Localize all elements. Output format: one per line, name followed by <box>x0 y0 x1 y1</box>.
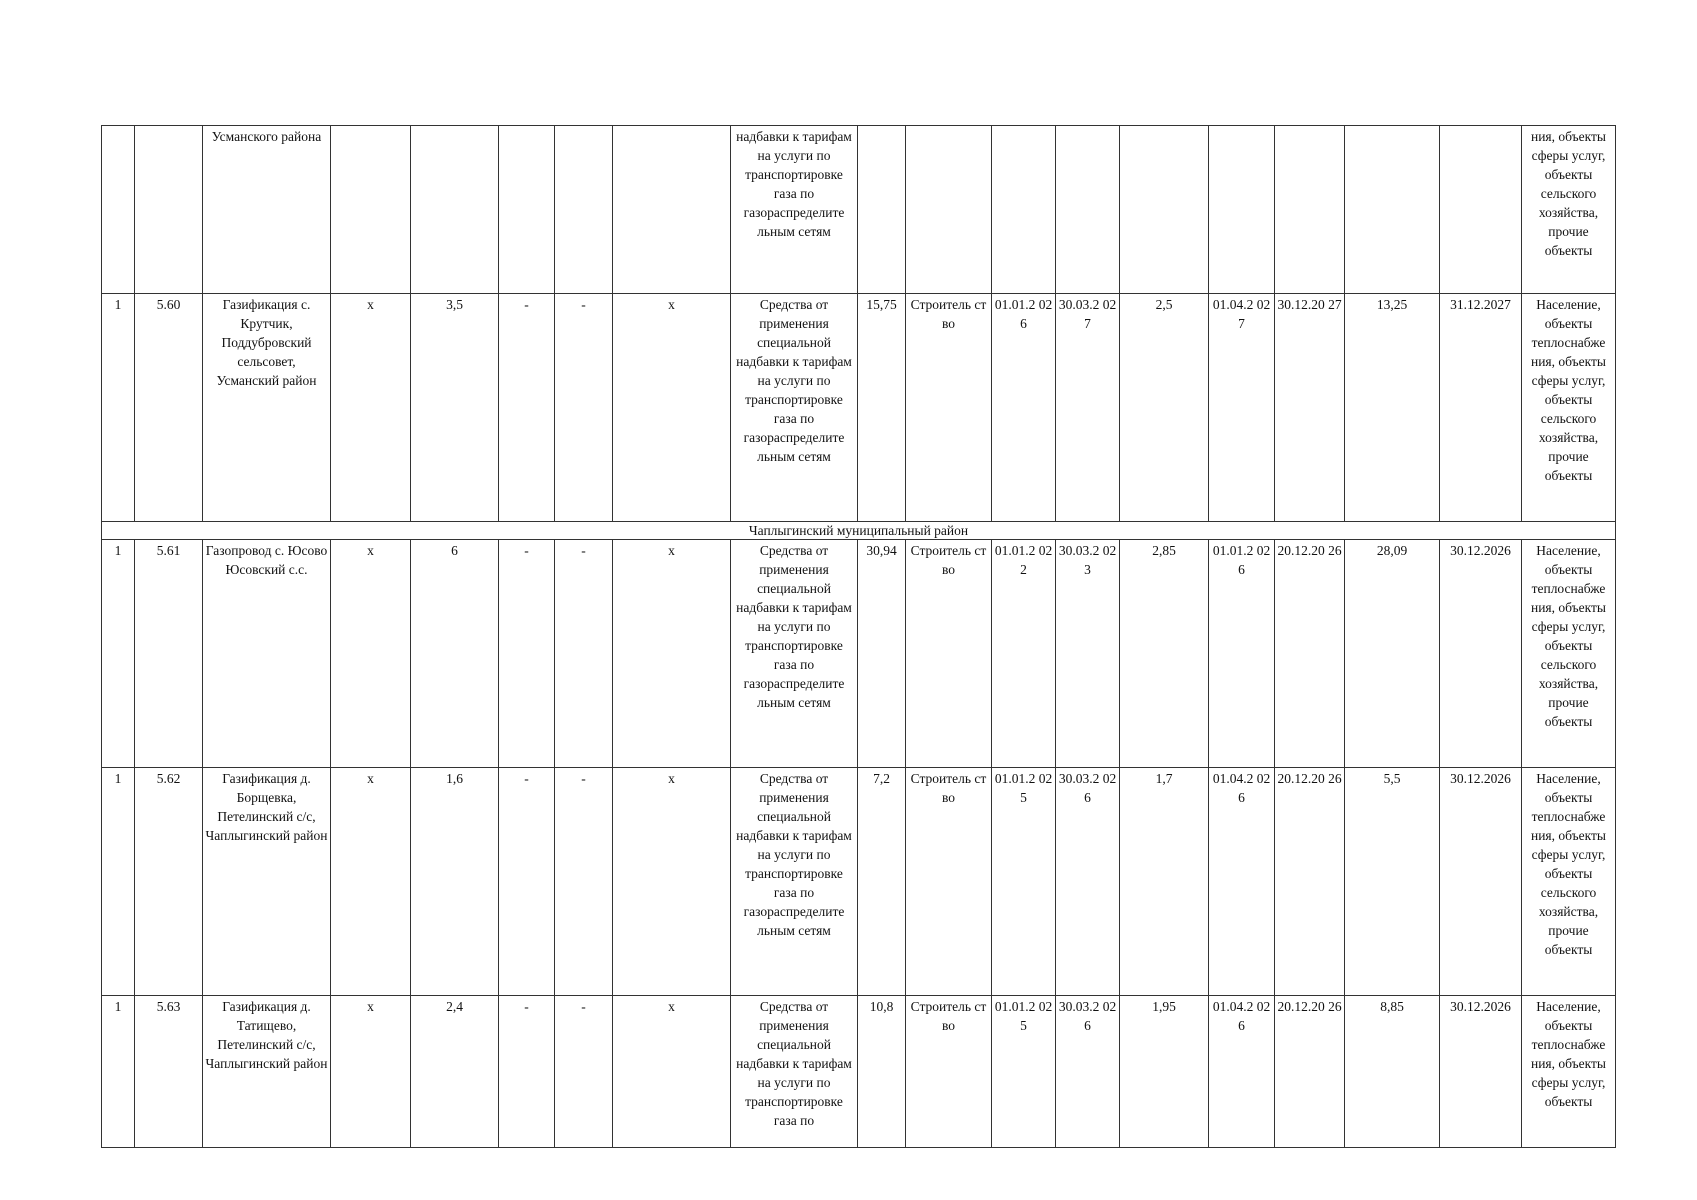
cell-seq: 1 <box>102 768 135 996</box>
cell-cost-1: 1,7 <box>1120 768 1209 996</box>
cell-col7: - <box>555 768 613 996</box>
cell-work-type: Строитель ство <box>906 540 992 768</box>
cell-completion-date: 31.12.2027 <box>1440 294 1522 522</box>
cell-consumers: ния, объекты сферы услуг, объекты сельского хозяйства, прочие объекты <box>1522 126 1616 294</box>
cell-consumers: Население, объекты теплоснабже ния, объекты сферы услуг, объекты <box>1522 996 1616 1148</box>
cell-item-number: 5.60 <box>135 294 203 522</box>
cell-end-date-2: 20.12.20 26 <box>1275 540 1345 768</box>
cell-col8: х <box>613 768 731 996</box>
cell-project-name: Газопровод с. Юсово Юсовский с.с. <box>203 540 331 768</box>
cell-funding-source: Средства от применения специальной надбавки к тарифам на услуги по транспортировке газа по <box>731 996 858 1148</box>
cell-start-date-2: 01.04.2 026 <box>1209 996 1275 1148</box>
cell-length: 2,4 <box>411 996 499 1148</box>
cell-total-cost: 7,2 <box>858 768 906 996</box>
cell-completion-date: 30.12.2026 <box>1440 996 1522 1148</box>
cell-end-date-2: 20.12.20 26 <box>1275 768 1345 996</box>
cell-start-date-1: 01.01.2 026 <box>992 294 1056 522</box>
cell-total-cost: 30,94 <box>858 540 906 768</box>
cell-item-number: 5.61 <box>135 540 203 768</box>
cell-cost-2: 13,25 <box>1345 294 1440 522</box>
cell-cost-1: 2,5 <box>1120 294 1209 522</box>
cell-end-date-2 <box>1275 126 1345 294</box>
cell-start-date-1: 01.01.2 022 <box>992 540 1056 768</box>
cell-end-date-1 <box>1056 126 1120 294</box>
cell-end-date-1: 30.03.2 023 <box>1056 540 1120 768</box>
cell-start-date-1: 01.01.2 025 <box>992 996 1056 1148</box>
cell-work-type <box>906 126 992 294</box>
cell-col6 <box>499 126 555 294</box>
cell-cost-1 <box>1120 126 1209 294</box>
cell-funding-source: Средства от применения специальной надбавки к тарифам на услуги по транспортировке газа по газораспределите льным сетям <box>731 768 858 996</box>
cell-total-cost <box>858 126 906 294</box>
section-heading: Чаплыгинский муниципальный район <box>102 522 1616 540</box>
cell-start-date-2: 01.01.2 026 <box>1209 540 1275 768</box>
cell-project-name: Газификация д. Борщевка, Петелинский с/с, Чаплыгинский район <box>203 768 331 996</box>
cell-col7: - <box>555 996 613 1148</box>
cell-total-cost: 15,75 <box>858 294 906 522</box>
cell-col7: - <box>555 540 613 768</box>
cell-start-date-1: 01.01.2 025 <box>992 768 1056 996</box>
cell-end-date-1: 30.03.2 026 <box>1056 996 1120 1148</box>
cell-start-date-2: 01.04.2 026 <box>1209 768 1275 996</box>
cell-cost-2: 8,85 <box>1345 996 1440 1148</box>
cell-end-date-1: 30.03.2 027 <box>1056 294 1120 522</box>
table-row <box>102 540 1616 768</box>
cell-end-date-2: 20.12.20 26 <box>1275 996 1345 1148</box>
cell-seq <box>102 126 135 294</box>
cell-cost-1: 2,85 <box>1120 540 1209 768</box>
cell-start-date-2 <box>1209 126 1275 294</box>
cell-funding-source: Средства от применения специальной надбавки к тарифам на услуги по транспортировке газа по газораспределите льным сетям <box>731 294 858 522</box>
investment-program-table <box>101 125 1616 1148</box>
cell-col6: - <box>499 768 555 996</box>
cell-col4: х <box>331 294 411 522</box>
cell-project-name: Газификация д. Татищево, Петелинский с/с, Чаплыгинский район <box>203 996 331 1148</box>
cell-length <box>411 126 499 294</box>
cell-cost-2: 5,5 <box>1345 768 1440 996</box>
cell-funding-source: Средства от применения специальной надбавки к тарифам на услуги по транспортировке газа по газораспределите льным сетям <box>731 540 858 768</box>
table-row <box>102 294 1616 522</box>
cell-col6: - <box>499 540 555 768</box>
cell-consumers: Население, объекты теплоснабже ния, объекты сферы услуг, объекты сельского хозяйства, прочие объекты <box>1522 294 1616 522</box>
cell-total-cost: 10,8 <box>858 996 906 1148</box>
cell-col4: х <box>331 540 411 768</box>
cell-cost-2: 28,09 <box>1345 540 1440 768</box>
cell-end-date-1: 30.03.2 026 <box>1056 768 1120 996</box>
cell-col6: - <box>499 996 555 1148</box>
cell-consumers: Население, объекты теплоснабже ния, объекты сферы услуг, объекты сельского хозяйства, прочие объекты <box>1522 540 1616 768</box>
cell-item-number <box>135 126 203 294</box>
cell-project-name: Усманского района <box>203 126 331 294</box>
cell-work-type: Строитель ство <box>906 768 992 996</box>
cell-col8: х <box>613 294 731 522</box>
table-row <box>102 768 1616 996</box>
cell-item-number: 5.62 <box>135 768 203 996</box>
cell-consumers: Население, объекты теплоснабже ния, объекты сферы услуг, объекты сельского хозяйства, прочие объекты <box>1522 768 1616 996</box>
cell-length: 1,6 <box>411 768 499 996</box>
cell-end-date-2: 30.12.20 27 <box>1275 294 1345 522</box>
cell-completion-date: 30.12.2026 <box>1440 768 1522 996</box>
cell-start-date-2: 01.04.2 027 <box>1209 294 1275 522</box>
cell-col7 <box>555 126 613 294</box>
cell-start-date-1 <box>992 126 1056 294</box>
cell-funding-source: надбавки к тарифам на услуги по транспортировке газа по газораспределите льным сетям <box>731 126 858 294</box>
cell-completion-date: 30.12.2026 <box>1440 540 1522 768</box>
section-row <box>102 522 1616 540</box>
cell-work-type: Строитель ство <box>906 294 992 522</box>
cell-col4: х <box>331 996 411 1148</box>
table-row <box>102 996 1616 1148</box>
cell-seq: 1 <box>102 996 135 1148</box>
table-row <box>102 126 1616 294</box>
cell-work-type: Строитель ство <box>906 996 992 1148</box>
cell-cost-1: 1,95 <box>1120 996 1209 1148</box>
cell-col7: - <box>555 294 613 522</box>
cell-completion-date <box>1440 126 1522 294</box>
cell-project-name: Газификация с. Крутчик, Поддубровский сельсовет, Усманский район <box>203 294 331 522</box>
cell-col8: х <box>613 996 731 1148</box>
cell-length: 6 <box>411 540 499 768</box>
cell-item-number: 5.63 <box>135 996 203 1148</box>
cell-length: 3,5 <box>411 294 499 522</box>
cell-cost-2 <box>1345 126 1440 294</box>
cell-col8: х <box>613 540 731 768</box>
cell-col4 <box>331 126 411 294</box>
cell-col8 <box>613 126 731 294</box>
cell-seq: 1 <box>102 294 135 522</box>
cell-seq: 1 <box>102 540 135 768</box>
cell-col4: х <box>331 768 411 996</box>
cell-col6: - <box>499 294 555 522</box>
